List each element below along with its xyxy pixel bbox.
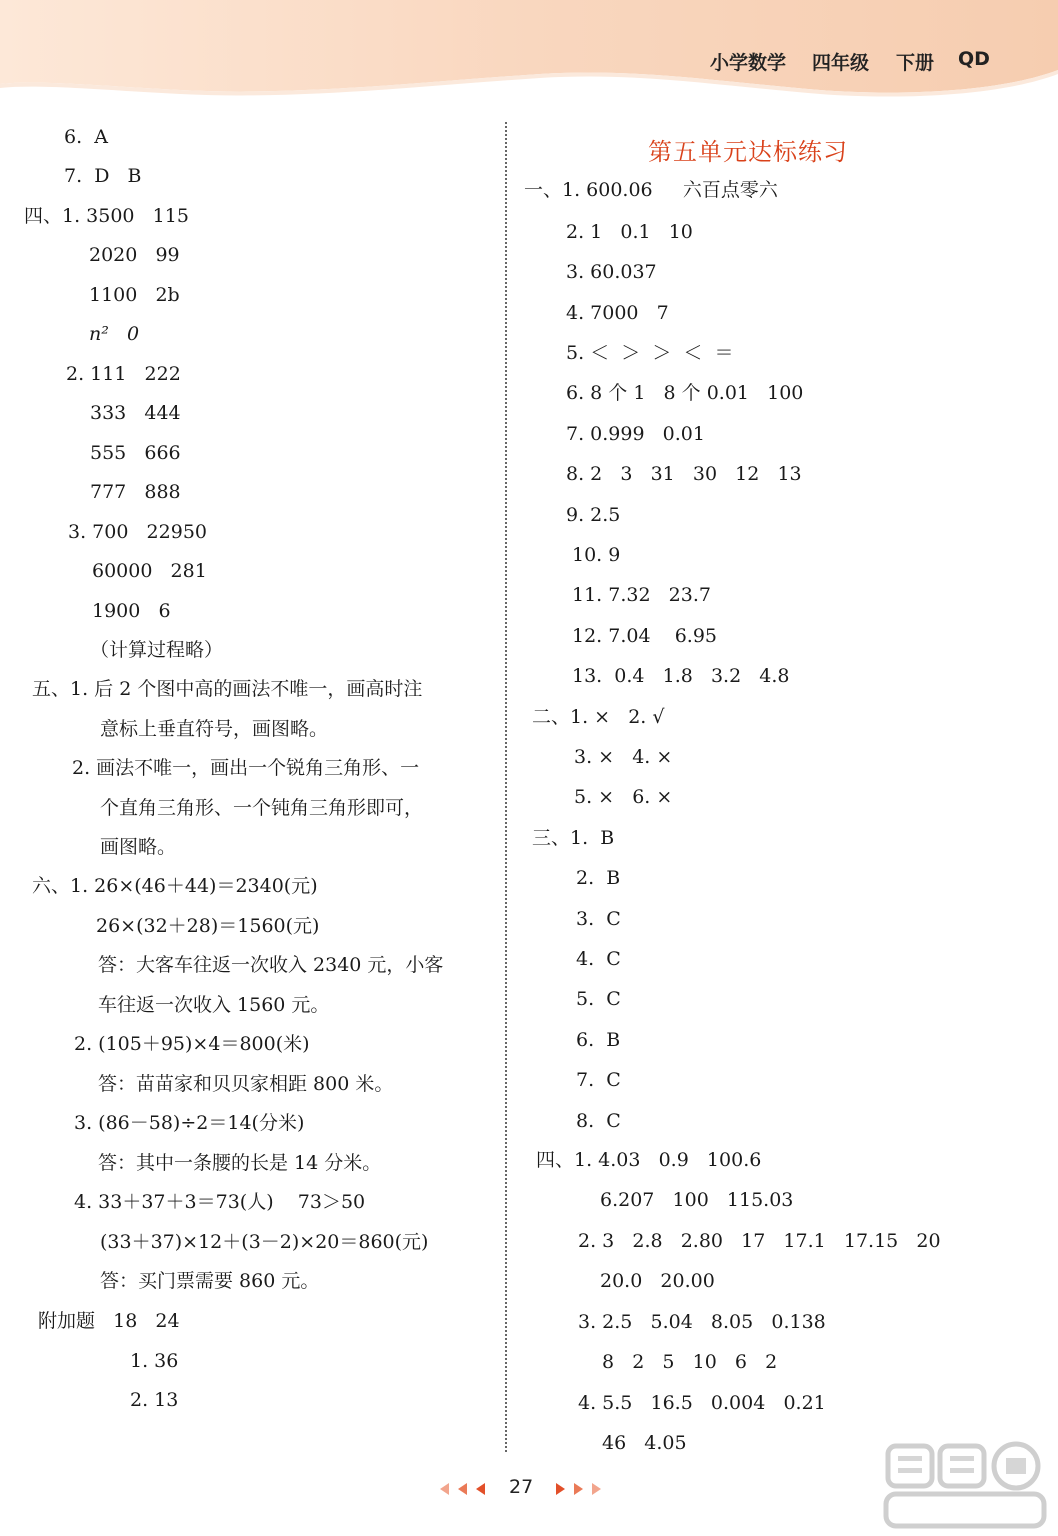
answer-line: 6. 8 个 1 8 个 0.01 100 <box>566 382 804 404</box>
answer-line: 答：其中一条腰的长是 14 分米。 <box>98 1152 382 1174</box>
answer-line: 3. (86－58)÷2＝14(分米) <box>74 1112 305 1134</box>
answer-line: 6.207 100 115.03 <box>600 1189 794 1211</box>
answer-line: 60000 281 <box>92 560 207 582</box>
header-grade: 四年级 <box>812 52 870 74</box>
section-five-answer: 五、1. 后 2 个图中高的画法不唯一，画高时注 <box>32 678 423 700</box>
answer-line: 26×(32＋28)＝1560(元) <box>96 915 320 937</box>
answer-line: 答：买门票需要 860 元。 <box>100 1270 320 1292</box>
header-edition: QD <box>958 48 990 70</box>
watermark-logo <box>880 1440 1050 1532</box>
prev-arrow-icon <box>476 1483 485 1495</box>
answer-line: 6. B <box>576 1029 621 1051</box>
answer-line: 8. 2 3 31 30 12 13 <box>566 463 802 485</box>
answer-line: 3. C <box>576 908 621 930</box>
answer-line: 3. 2.5 5.04 8.05 0.138 <box>578 1311 826 1333</box>
answer-line: 3. 60.037 <box>566 261 657 283</box>
answer-line: 画图略。 <box>100 836 177 858</box>
answer-line: 2. 画法不唯一，画出一个锐角三角形、一 <box>72 757 420 779</box>
answer-line: 1. 36 <box>130 1350 179 1372</box>
column-divider <box>505 122 507 1452</box>
answer-line: (33＋37)×12＋(3－2)×20＝860(元) <box>100 1231 429 1253</box>
section-four-answer: 四、1. 3500 115 <box>24 205 189 227</box>
page-header <box>0 0 1058 100</box>
answer-line: 4. 33＋37＋3＝73(人) 73＞50 <box>74 1191 366 1213</box>
answer-line: 2. 1 0.1 10 <box>566 221 693 243</box>
section-two-answer: 二、1. × 2. √ <box>532 706 665 728</box>
page-number: 27 <box>509 1476 534 1498</box>
answer-line: 777 888 <box>90 481 181 503</box>
answer-line: 1100 2b <box>89 284 180 306</box>
answer-line: 12. 7.04 6.95 <box>572 625 718 647</box>
answer-line: 13. 0.4 1.8 3.2 4.8 <box>572 665 790 687</box>
answer-line: 答：大客车往返一次收入 2340 元，小客 <box>98 954 444 976</box>
answer-line: 2. (105＋95)×4＝800(米) <box>74 1033 310 1055</box>
answer-line: 8. C <box>576 1110 621 1132</box>
answer-line: 46 4.05 <box>602 1432 687 1454</box>
next-arrow-icon <box>574 1483 583 1495</box>
answer-line: 5. ＜ ＞ ＞ ＜ ＝ <box>566 342 734 364</box>
answer-line: 意标上垂直符号，画图略。 <box>100 718 329 740</box>
answer-line: 5. × 6. × <box>574 786 673 808</box>
answer-line: 6. A <box>64 126 108 148</box>
prev-arrow-icon <box>458 1483 467 1495</box>
answer-line: n² 0 <box>89 323 140 345</box>
answer-line: 2. B <box>576 867 621 889</box>
next-arrow-icon <box>592 1483 601 1495</box>
answer-note: （计算过程略） <box>90 639 224 661</box>
answer-line: 3. × 4. × <box>574 746 673 768</box>
answer-line: 555 666 <box>90 442 181 464</box>
answer-line: 个直角三角形、一个钝角三角形即可， <box>100 797 424 819</box>
answer-line: 9. 2.5 <box>566 504 621 526</box>
answer-line: 3. 700 22950 <box>68 521 207 543</box>
answer-line: 7. D B <box>64 165 142 187</box>
section-six-answer: 六、1. 26×(46＋44)＝2340(元) <box>32 875 318 897</box>
answer-line: 11. 7.32 23.7 <box>572 584 711 606</box>
answer-line: 2. 13 <box>130 1389 179 1411</box>
answer-line: 答：苗苗家和贝贝家相距 800 米。 <box>98 1073 394 1095</box>
bonus-question-answer: 附加题 18 24 <box>38 1310 180 1332</box>
answer-line: 2. 111 222 <box>66 363 181 385</box>
answer-line: 8 2 5 10 6 2 <box>602 1351 778 1373</box>
answer-line: 4. C <box>576 948 621 970</box>
unit-five-title: 第五单元达标练习 <box>648 138 848 166</box>
answer-line: 2020 99 <box>89 244 180 266</box>
answer-line: 4. 7000 7 <box>566 302 669 324</box>
answer-line: 5. C <box>576 988 621 1010</box>
answer-line: 4. 5.5 16.5 0.004 0.21 <box>578 1392 826 1414</box>
answer-line: 333 444 <box>90 402 181 424</box>
answer-line: 7. C <box>576 1069 621 1091</box>
answer-line: 10. 9 <box>572 544 621 566</box>
answer-line: 车往返一次收入 1560 元。 <box>98 994 330 1016</box>
header-volume: 下册 <box>896 52 935 74</box>
section-four-answer-right: 四、1. 4.03 0.9 100.6 <box>536 1149 762 1171</box>
prev-arrow-icon <box>440 1483 449 1495</box>
answer-line: 7. 0.999 0.01 <box>566 423 705 445</box>
answer-line: 1900 6 <box>92 600 171 622</box>
header-subject: 小学数学 <box>710 52 787 74</box>
section-three-answer: 三、1. B <box>532 827 615 849</box>
answer-line: 20.0 20.00 <box>600 1270 715 1292</box>
answer-line: 2. 3 2.8 2.80 17 17.1 17.15 20 <box>578 1230 941 1252</box>
section-one-answer: 一、1. 600.06 六百点零六 <box>524 179 778 201</box>
next-arrow-icon <box>556 1483 565 1495</box>
